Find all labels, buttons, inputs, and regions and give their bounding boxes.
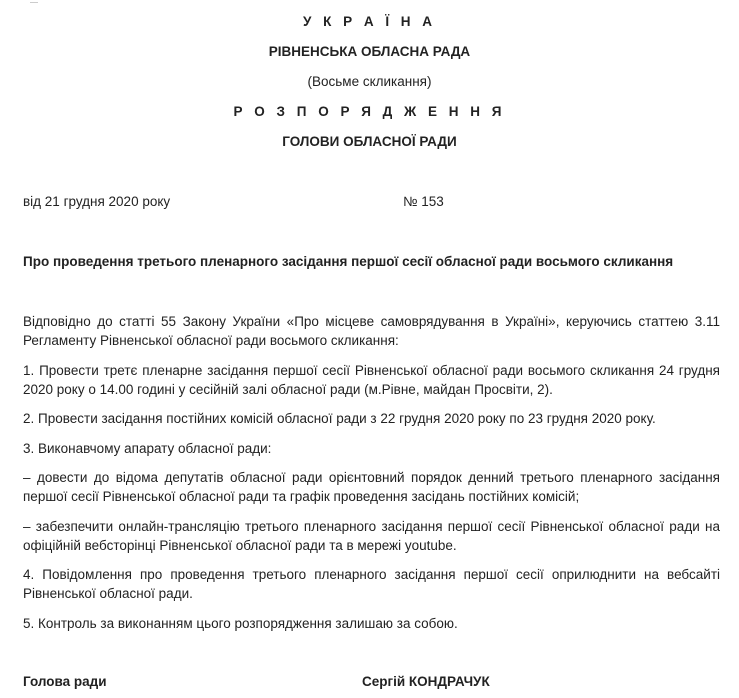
document-number: № 153 [403, 194, 444, 209]
document-title: Про проведення третього пленарного засідання першої сесії обласної ради восьмого скликання [23, 254, 674, 269]
document-type-heading: Р О З П О Р Я Д Ж Е Н Н Я [233, 104, 506, 119]
signature-position: Голова ради [23, 674, 107, 689]
item-5-paragraph: 5. Контроль за виконанням цього розпорядження залишаю за собою. [23, 616, 458, 631]
issuer-heading: ГОЛОВИ ОБЛАСНОЇ РАДИ [282, 134, 457, 149]
item-3a-paragraph: – довести до відома депутатів обласної ради орієнтовний порядок денний третього пленарного засідання першої сесії Рівненської обласної ради та графік проведення засідань постійних комісій; [23, 470, 720, 504]
country-heading: У К Р А Ї Н А [302, 14, 437, 29]
convocation-text: (Восьме скликання) [307, 74, 432, 89]
council-heading: РІВНЕНСЬКА ОБЛАСНА РАДА [268, 44, 471, 59]
document-date: від 21 грудня 2020 року [23, 194, 171, 209]
signature-name: Сергій КОНДРАЧУК [362, 674, 490, 689]
item-3-paragraph: 3. Виконавчому апарату обласної ради: [23, 441, 272, 456]
item-2-paragraph: 2. Провести засідання постійних комісій обласної ради з 22 грудня 2020 року по 23 грудня 2020 року. [23, 411, 656, 426]
item-3b-paragraph: – забезпечити онлайн-трансляцію третього пленарного засідання першої сесії Рівненської обласної ради на офіційній вебсторінці Рівненської обласної ради та в мережі youtube. [23, 519, 720, 553]
item-4-paragraph: 4. Повідомлення про проведення третього пленарного засідання першої сесії оприлюднити на вебсайті Рівненської обласної ради. [23, 567, 720, 601]
preamble-paragraph: Відповідно до статті 55 Закону України «Про місцеве самоврядування в Україні», керуючись статтею 3.11 Регламенту Рівненської обласної ради восьмого скликання: [23, 314, 720, 348]
item-1-paragraph: 1. Провести третє пленарне засідання першої сесії Рівненської обласної ради восьмого скликання 24 грудня 2020 року о 14.00 годині у сесійній залі обласної ради (м.Рівне, майдан Просвіти, 2). [23, 363, 720, 397]
top-divider-mark [30, 0, 38, 3]
